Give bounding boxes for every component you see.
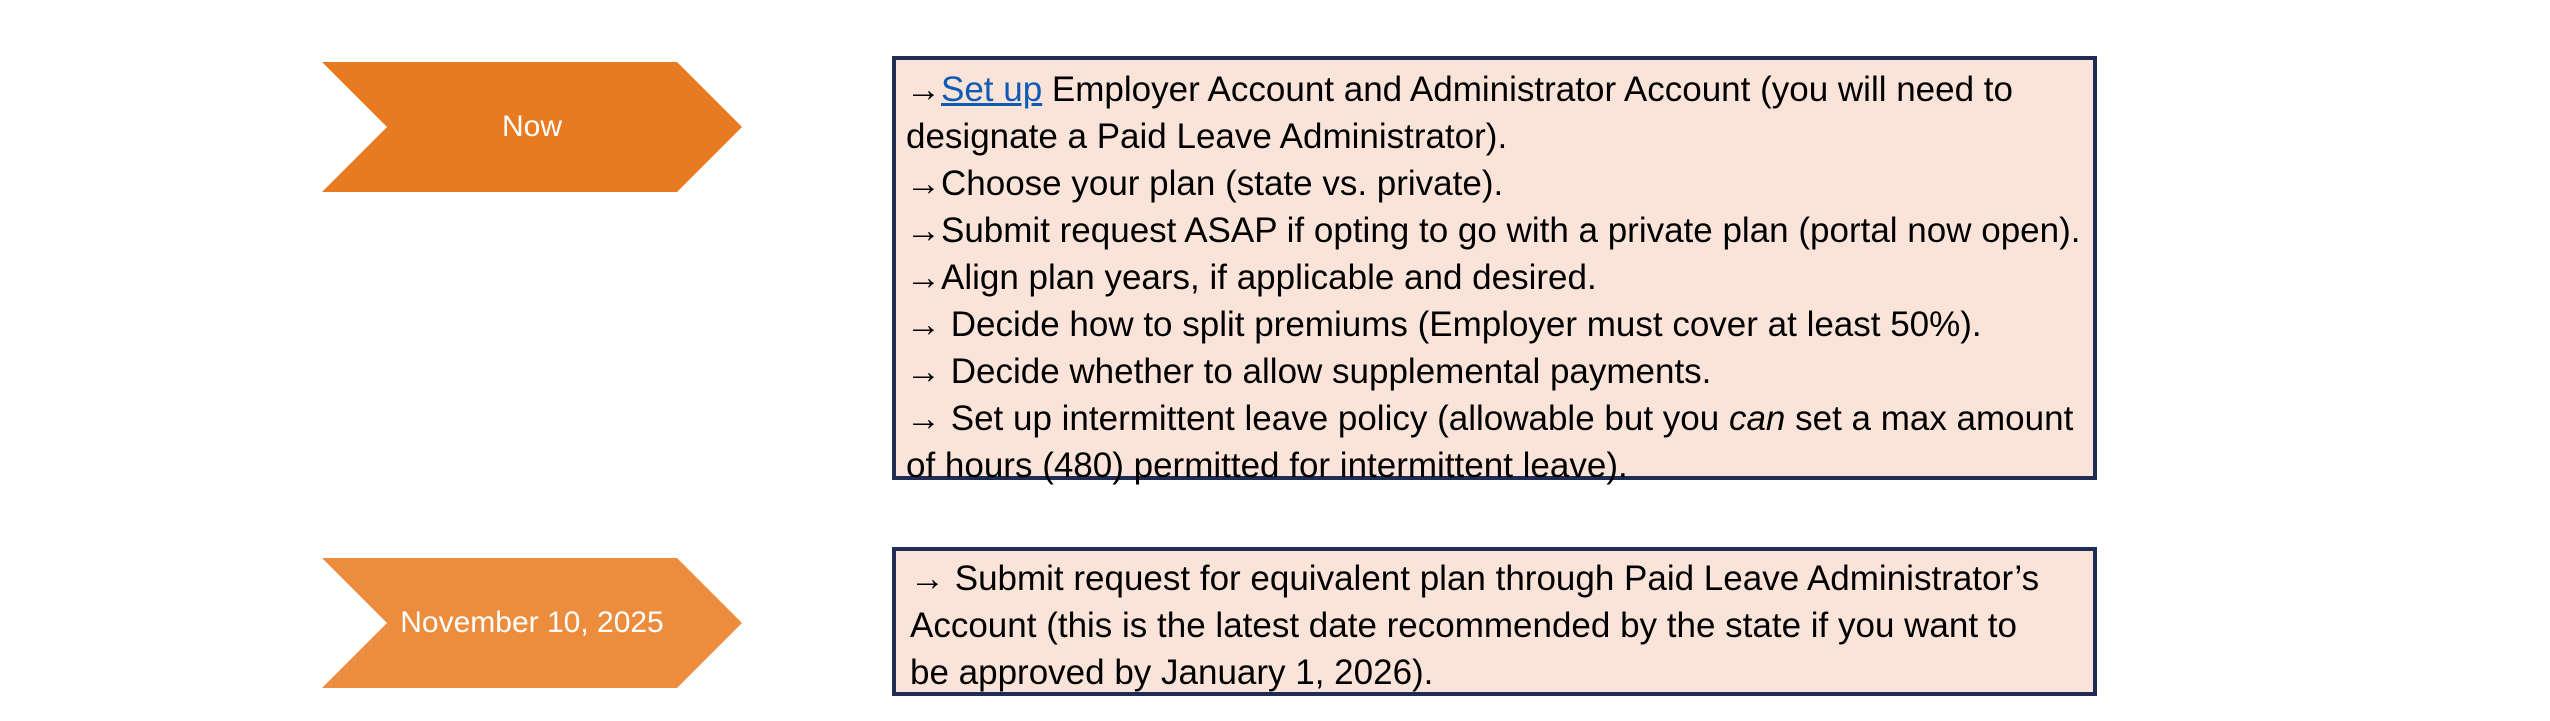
arrow-icon: →	[906, 211, 941, 250]
arrow-icon: →	[910, 559, 945, 598]
arrow-icon: →	[906, 70, 941, 109]
stage-chevron-november	[322, 558, 742, 688]
stage-chevron-now	[322, 62, 742, 192]
list-item-continuation: of hours (480) permitted for intermittent leave).	[906, 446, 1628, 485]
list-item: →Choose your plan (state vs. private).	[906, 164, 1504, 203]
list-item-continuation: be approved by January 1, 2026).	[910, 653, 1434, 692]
list-item: → Decide whether to allow supplemental payments.	[906, 352, 1712, 391]
list-item: →Align plan years, if applicable and desired.	[906, 258, 1597, 297]
arrow-icon: →	[906, 352, 941, 391]
list-item: →Submit request ASAP if opting to go with a private plan (portal now open).	[906, 211, 2081, 250]
stage-label: November 10, 2025	[400, 606, 664, 639]
set-up-link[interactable]: Set up	[941, 70, 1043, 109]
stage-label: Now	[501, 110, 562, 143]
list-item: → Decide how to split premiums (Employer must cover at least 50%).	[906, 305, 1982, 344]
arrow-icon: →	[906, 258, 941, 297]
stage-box-now	[892, 56, 2097, 485]
arrow-icon: →	[906, 164, 941, 203]
list-item: → Submit request for equivalent plan through Paid Leave Administrator’s	[910, 559, 2040, 598]
list-item: → Set up intermittent leave policy (allowable but you can set a max amount	[906, 399, 2074, 438]
list-item: →Set up Employer Account and Administrator Account (you will need to	[906, 70, 2013, 109]
list-item-continuation: designate a Paid Leave Administrator).	[906, 117, 1508, 156]
arrow-icon: →	[906, 305, 941, 344]
list-item-continuation: Account (this is the latest date recommended by the state if you want to	[910, 606, 2017, 645]
stage-box-november	[892, 547, 2097, 696]
emphasis-can: can	[1728, 399, 1786, 438]
arrow-icon: →	[906, 399, 941, 438]
